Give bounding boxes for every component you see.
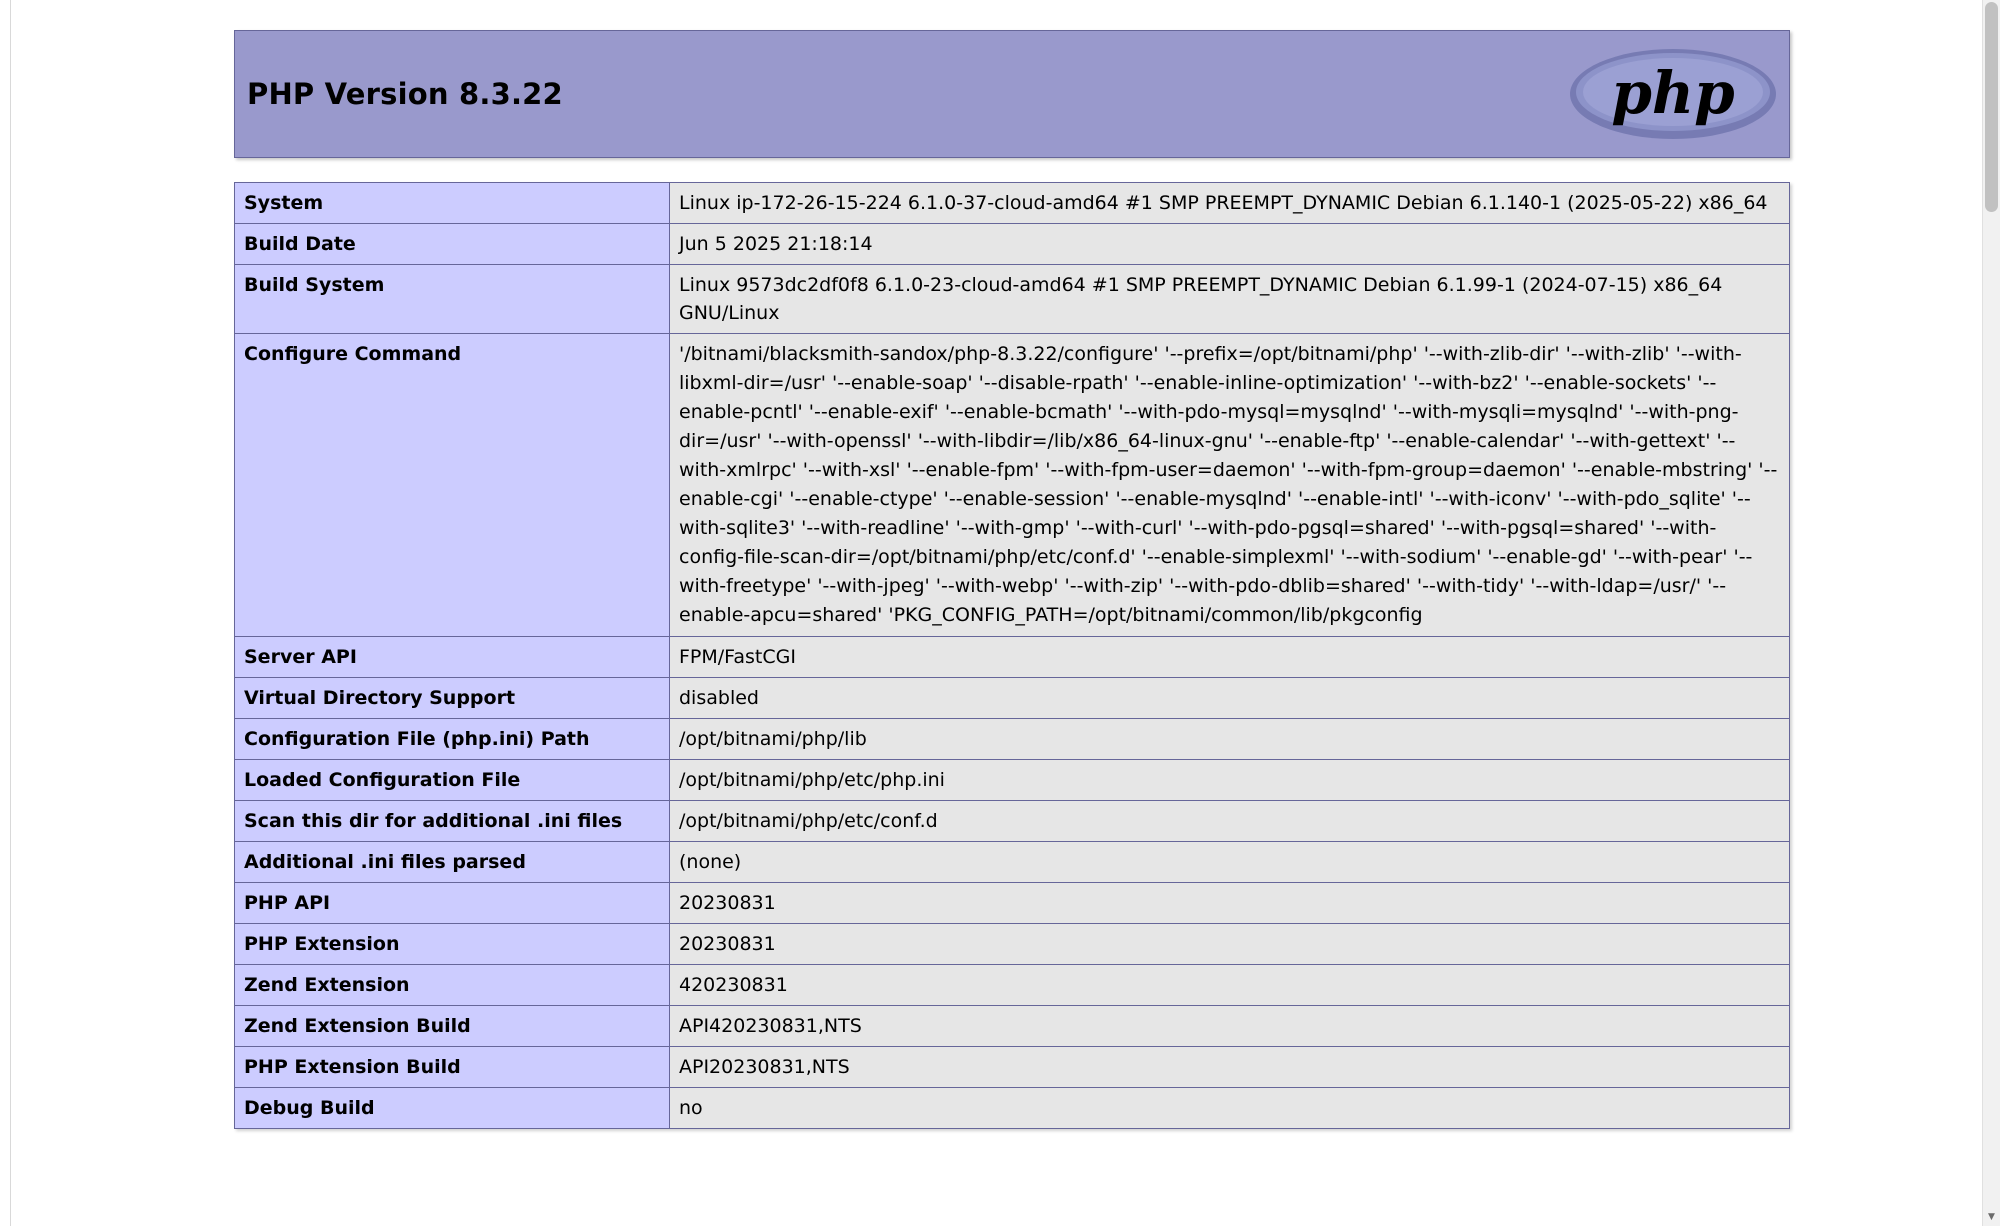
scrollbar-thumb[interactable] xyxy=(1985,2,1998,212)
row-label: Loaded Configuration File xyxy=(235,760,670,801)
row-label: Configuration File (php.ini) Path xyxy=(235,719,670,760)
row-value: Linux 9573dc2df0f8 6.1.0-23-cloud-amd64 #1 SMP PREEMPT_DYNAMIC Debian 6.1.99-1 (2024-07-15) x86_64 GNU/Linux xyxy=(670,265,1790,334)
row-label: PHP API xyxy=(235,883,670,924)
table-row xyxy=(235,965,1790,1006)
row-label: Build Date xyxy=(235,224,670,265)
row-value: 20230831 xyxy=(670,883,1790,924)
table-row xyxy=(235,1047,1790,1088)
table-row xyxy=(235,1088,1790,1129)
row-value: Jun 5 2025 21:18:14 xyxy=(670,224,1790,265)
table-row xyxy=(235,760,1790,801)
phpinfo-content xyxy=(234,30,1790,1129)
row-value: /opt/bitnami/php/etc/php.ini xyxy=(670,760,1790,801)
table-row xyxy=(235,678,1790,719)
row-value: no xyxy=(670,1088,1790,1129)
row-label: PHP Extension xyxy=(235,924,670,965)
row-label: Debug Build xyxy=(235,1088,670,1129)
viewport-left-edge xyxy=(0,0,11,1226)
row-value: disabled xyxy=(670,678,1790,719)
row-value: /opt/bitnami/php/etc/conf.d xyxy=(670,801,1790,842)
row-label: System xyxy=(235,183,670,224)
table-row xyxy=(235,1006,1790,1047)
row-label: Scan this dir for additional .ini files xyxy=(235,801,670,842)
table-row xyxy=(235,183,1790,224)
row-label: Additional .ini files parsed xyxy=(235,842,670,883)
row-value: 20230831 xyxy=(670,924,1790,965)
row-label: Build System xyxy=(235,265,670,334)
page-scrollbar[interactable] xyxy=(1982,0,2000,1226)
row-value: '/bitnami/blacksmith-sandox/php-8.3.22/configure' '--prefix=/opt/bitnami/php' '--with-zlib-dir' '--with-zlib' '--with-libxml-dir=/usr' '--enable-soap' '--disable-rpath' '--enable-inline-optimization' '--with-bz2' '--enable-sockets' '--enable-pcntl' '--enable-exif' '--enable-bcmath' '--with-pdo-mysql=mysqlnd' '--with-mysqli=mysqlnd' '--with-png-dir=/usr' '--with-openssl' '--with-libdir=/lib/x86_64-linux-gnu' '--enable-ftp' '--enable-calendar' '--with-gettext' '--with-xmlrpc' '--with-xsl' '--enable-fpm' '--with-fpm-user=daemon' '--with-fpm-group=daemon' '--enable-mbstring' '--enable-cgi' '--enable-ctype' '--enable-session' '--enable-mysqlnd' '--enable-intl' '--with-iconv' '--with-pdo_sqlite' '--with-sqlite3' '--with-readline' '--with-gmp' '--with-curl' '--with-pdo-pgsql=shared' '--with-pgsql=shared' '--with-config-file-scan-dir=/opt/bitnami/php/etc/conf.d' '--enable-simplexml' '--with-sodium' '--enable-gd' '--with-pear' '--with-freetype' '--with-jpeg' '--with-webp' '--with-zip' '--with-pdo-dblib=shared' '--with-tidy' '--with-ldap=/usr/' '--enable-apcu=shared' 'PKG_CONFIG_PATH=/opt/bitnami/common/lib/pkgconfig xyxy=(670,334,1790,637)
row-value: Linux ip-172-26-15-224 6.1.0-37-cloud-amd64 #1 SMP PREEMPT_DYNAMIC Debian 6.1.140-1 (2025-05-22) x86_64 xyxy=(670,183,1790,224)
phpinfo-table xyxy=(234,182,1790,1129)
row-label: Configure Command xyxy=(235,334,670,637)
row-value: API420230831,NTS xyxy=(670,1006,1790,1047)
page-title: PHP Version 8.3.22 xyxy=(247,77,563,111)
table-row xyxy=(235,924,1790,965)
row-value: FPM/FastCGI xyxy=(670,637,1790,678)
table-row xyxy=(235,265,1790,334)
table-row xyxy=(235,224,1790,265)
scroll-down-arrow-icon[interactable]: ▼ xyxy=(1988,1212,1995,1222)
row-label: PHP Extension Build xyxy=(235,1047,670,1088)
table-row xyxy=(235,842,1790,883)
row-value: API20230831,NTS xyxy=(670,1047,1790,1088)
row-label: Zend Extension xyxy=(235,965,670,1006)
table-row xyxy=(235,637,1790,678)
php-logo-icon xyxy=(1569,47,1777,141)
table-row xyxy=(235,883,1790,924)
php-version-header xyxy=(234,30,1790,158)
row-value: (none) xyxy=(670,842,1790,883)
svg-text:php: php xyxy=(1611,59,1735,127)
phpinfo-table-body xyxy=(235,183,1790,1129)
row-label: Server API xyxy=(235,637,670,678)
row-label: Virtual Directory Support xyxy=(235,678,670,719)
table-row xyxy=(235,719,1790,760)
row-label: Zend Extension Build xyxy=(235,1006,670,1047)
row-value: /opt/bitnami/php/lib xyxy=(670,719,1790,760)
row-value: 420230831 xyxy=(670,965,1790,1006)
table-row xyxy=(235,801,1790,842)
table-row xyxy=(235,334,1790,637)
